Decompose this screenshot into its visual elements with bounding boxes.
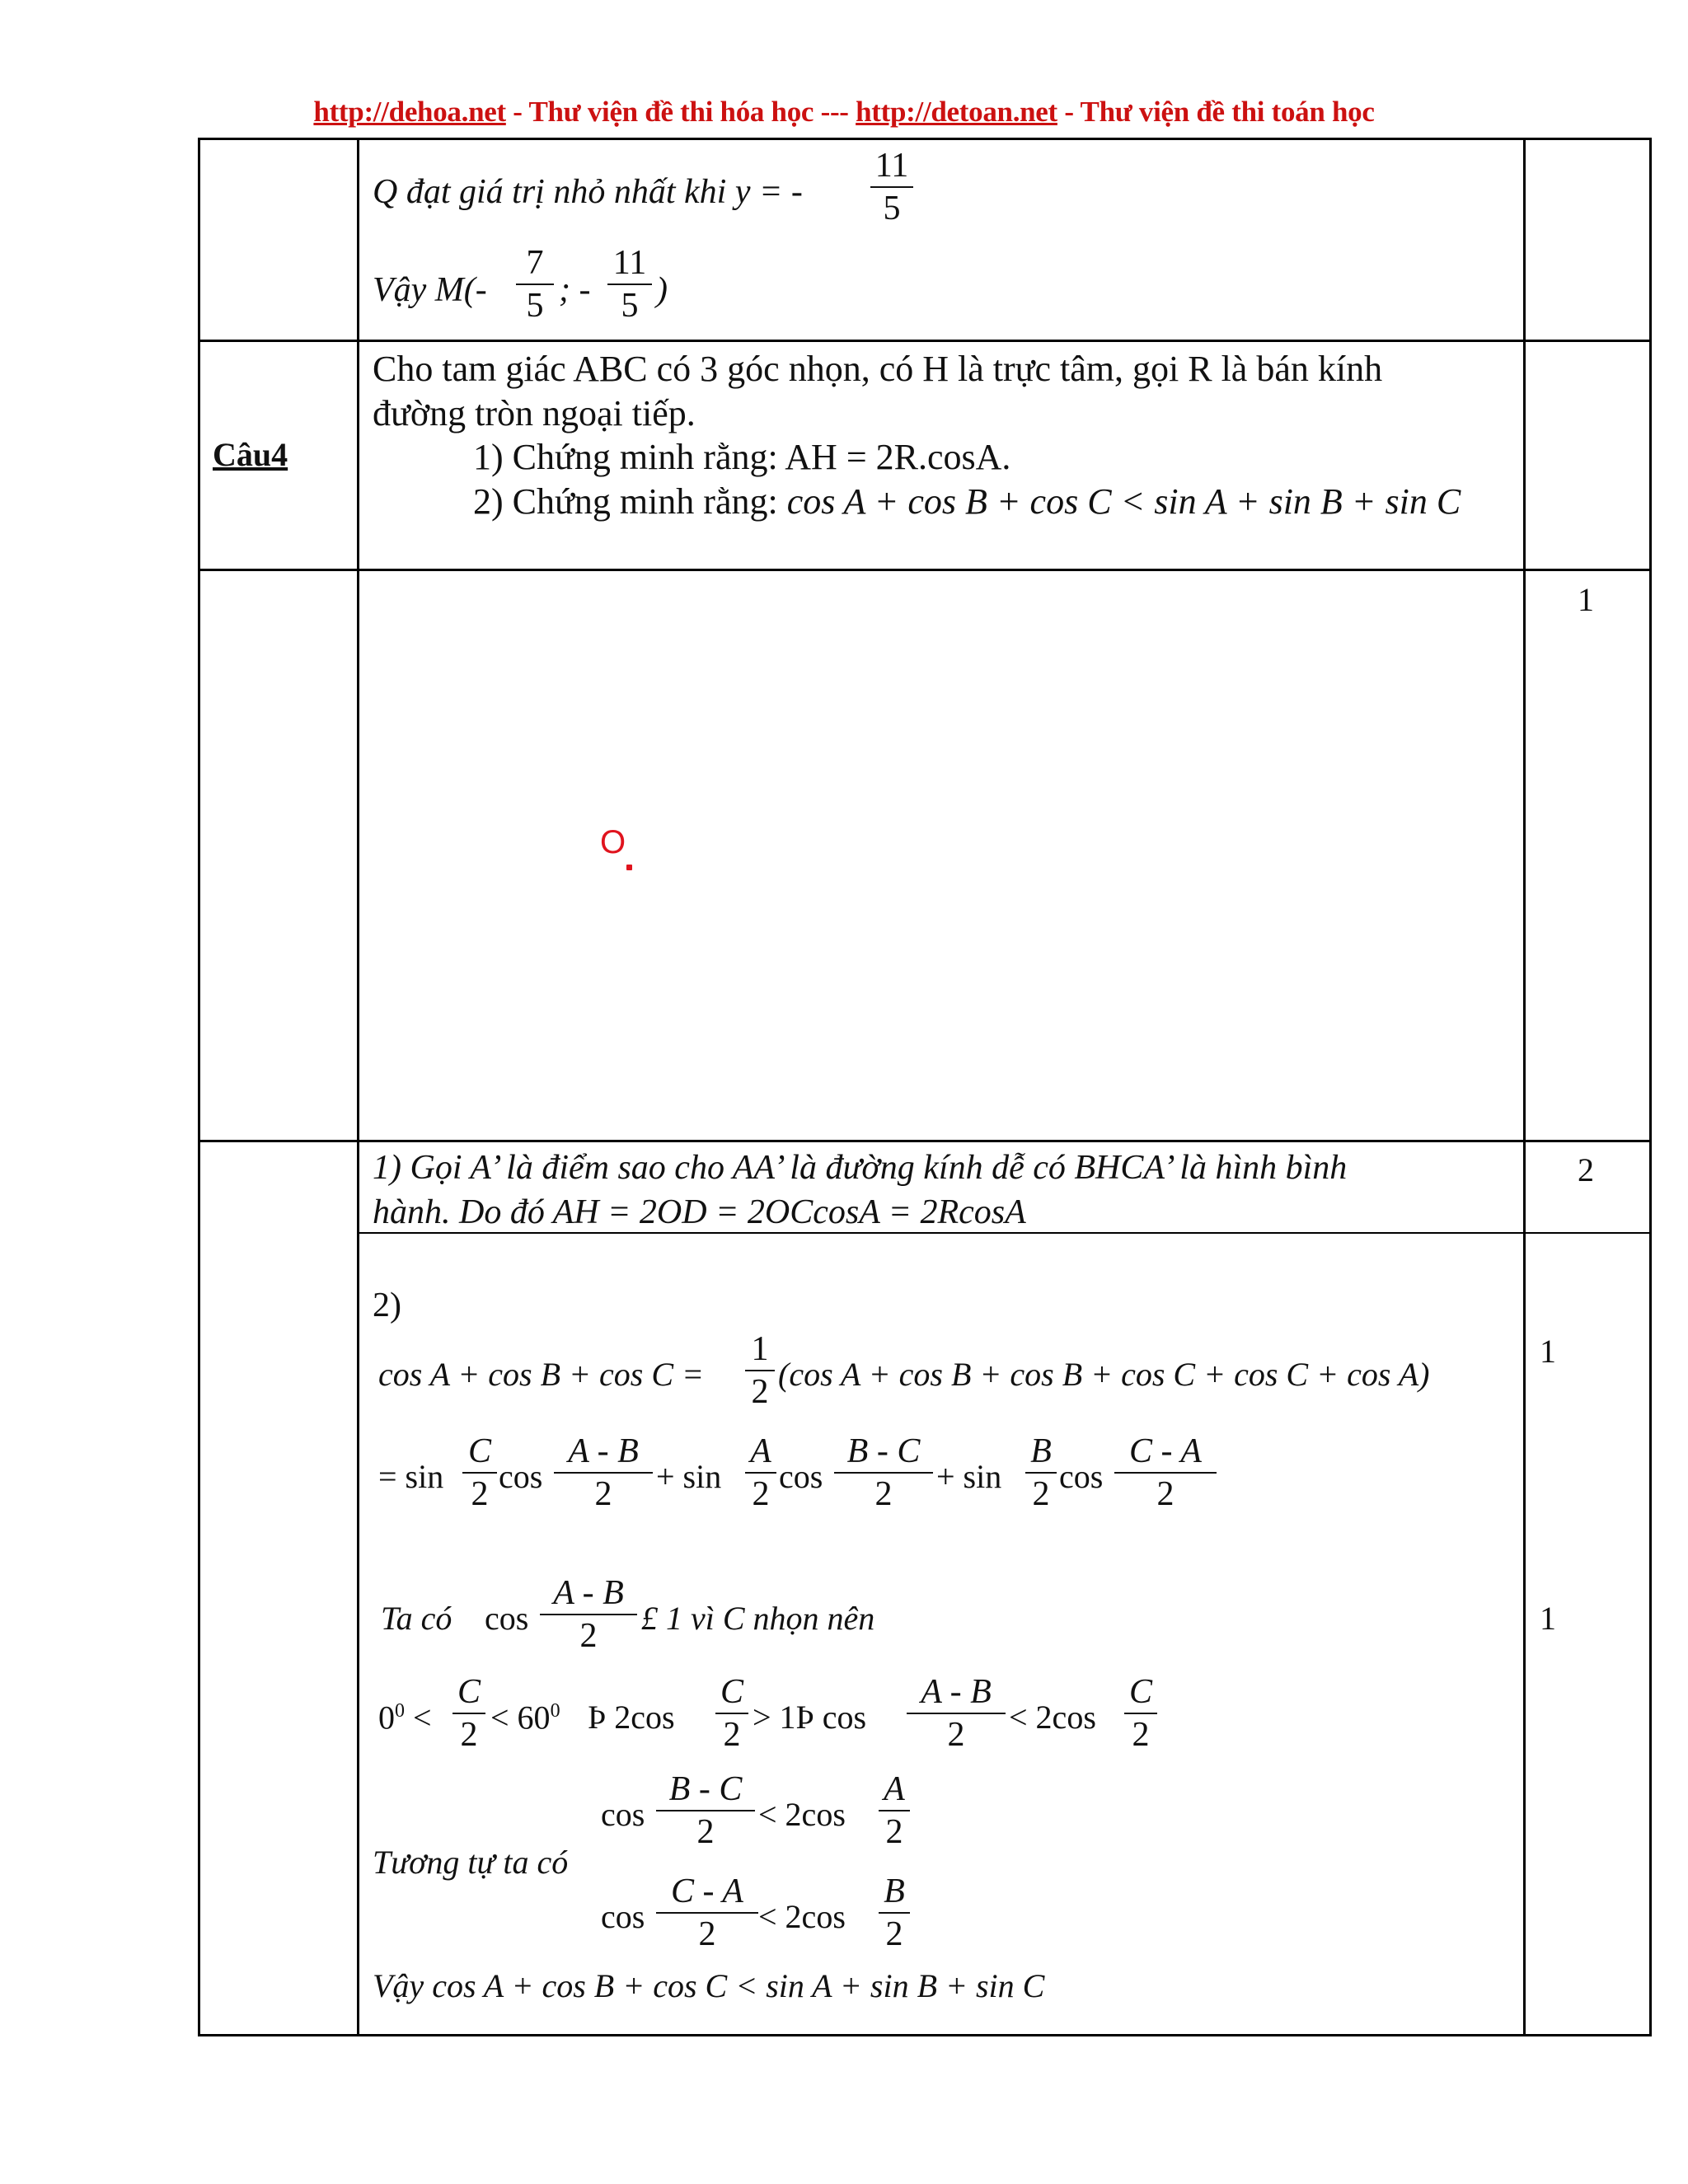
eq2-cos-2: cos	[779, 1458, 823, 1495]
row-divider-2	[198, 569, 1652, 571]
fraction-c-minus-a	[1114, 1434, 1217, 1511]
part1-line-2: hành. Do đó AH = 2OD = 2OCcosA = 2RcosA	[373, 1193, 1026, 1231]
column-divider-2	[1523, 138, 1526, 2036]
eq2-plus-sin-b: + sin	[936, 1458, 1002, 1495]
question-item-2-formula: cos A + cos B + cos C < sin A + sin B + sin C	[786, 481, 1461, 522]
tuongtu-label: Tương tự ta có	[373, 1844, 569, 1881]
fraction-numerator: C - A	[1129, 1432, 1202, 1470]
fraction-denominator: 2	[698, 1915, 716, 1953]
fraction-c-2	[462, 1434, 497, 1511]
row-divider-3	[198, 1140, 1652, 1142]
dehoa-link[interactable]: http://dehoa.net	[313, 96, 506, 128]
fraction-numerator: B	[884, 1872, 905, 1910]
ineq-gt-one: > 1Þ cos	[753, 1699, 867, 1736]
fraction-numerator: B	[1030, 1432, 1052, 1470]
ineq-sixty	[490, 1701, 560, 1734]
fraction-numerator: C	[1128, 1673, 1152, 1711]
ineq-sixty-degree: 0	[550, 1700, 560, 1722]
similar-1-cos: cos	[601, 1796, 645, 1833]
fraction-numerator: A - B	[921, 1673, 992, 1711]
fraction-numerator: A - B	[568, 1432, 639, 1470]
fraction-b-2	[879, 1874, 910, 1952]
question-label: Câu4	[213, 436, 288, 473]
fraction-denominator: 2	[947, 1716, 965, 1754]
fraction-denominator: 2	[594, 1475, 612, 1513]
fraction-denominator: 2	[696, 1813, 715, 1851]
similar-1-lt-2cos: < 2cos	[758, 1796, 846, 1833]
fraction-numerator: C	[457, 1673, 481, 1711]
similar-2-lt-2cos: < 2cos	[758, 1898, 846, 1935]
part2-eq1-left: cos A + cos B + cos C =	[378, 1356, 705, 1393]
detoan-link[interactable]: http://detoan.net	[856, 96, 1057, 128]
ineq-zero	[378, 1701, 432, 1734]
fraction-b-minus-c	[656, 1772, 755, 1849]
header-text-2: - Thư viện đề thi toán học	[1057, 96, 1375, 128]
column-divider-1	[357, 138, 359, 2036]
fraction-one-half	[745, 1332, 775, 1409]
fraction-numerator: B - C	[668, 1770, 743, 1808]
question-item-2-prefix: 2) Chứng minh rằng:	[473, 481, 778, 522]
taco-prefix: Ta có	[381, 1600, 452, 1637]
fraction-c-2	[1124, 1675, 1157, 1752]
fraction-a-2	[879, 1772, 910, 1849]
fraction-denominator: 2	[751, 1373, 769, 1411]
row-divider-4	[357, 1232, 1652, 1234]
fraction-c-2	[715, 1675, 748, 1752]
table-border-top	[198, 138, 1652, 140]
part1-line-1: 1) Gọi A’ là điểm sao cho AA’ là đường kính dễ có BHCA’ là hình bình	[373, 1149, 1348, 1187]
fraction-numerator: A - B	[553, 1574, 624, 1612]
ineq-lt-2cos: < 2cos	[1009, 1699, 1096, 1736]
q3-point-separator: ; -	[559, 271, 591, 309]
eq2-sin-c: = sin	[378, 1458, 444, 1495]
question-text-line-2: đường tròn ngoại tiếp.	[373, 393, 696, 434]
fraction-numerator: 1	[751, 1330, 769, 1368]
fraction-denominator: 2	[579, 1617, 598, 1655]
fraction-c-2	[452, 1675, 485, 1752]
conclusion-prefix: Vậy	[373, 1967, 424, 2004]
question-item-1: 1) Chứng minh rằng: AH = 2R.cosA.	[473, 437, 1011, 477]
ineq-zero-degree: 0	[395, 1700, 405, 1722]
fraction-numerator: 11	[612, 244, 647, 282]
fraction-numerator: A	[884, 1770, 905, 1808]
fraction-numerator: A	[750, 1432, 771, 1470]
fraction-denominator: 2	[885, 1915, 903, 1953]
conclusion-formula: cos A + cos B + cos C < sin A + sin B + sin C	[432, 1967, 1045, 2004]
fraction-denominator: 5	[526, 287, 544, 325]
fraction-a-2	[745, 1434, 776, 1511]
fraction-b-minus-c	[834, 1434, 933, 1511]
fraction-c-minus-a	[656, 1874, 758, 1952]
score-part1: 2	[1578, 1151, 1594, 1188]
ineq-zero-value: 0	[378, 1699, 395, 1736]
fraction-denominator: 5	[883, 190, 901, 227]
fraction-denominator: 2	[1156, 1475, 1175, 1513]
fraction-denominator: 5	[621, 287, 639, 325]
question-text-line-1: Cho tam giác ABC có 3 góc nhọn, có H là trực tâm, gọi R là bán kính	[373, 349, 1383, 389]
fraction-11-5	[607, 246, 652, 323]
fraction-denominator: 2	[874, 1475, 893, 1513]
similar-2-cos: cos	[601, 1898, 645, 1935]
fraction-denominator: 2	[460, 1716, 478, 1754]
fraction-a-minus-b	[540, 1576, 637, 1653]
taco-cos: cos	[485, 1600, 529, 1637]
q3-point-prefix: Vậy M(-	[373, 271, 487, 309]
score-figure: 1	[1578, 581, 1594, 618]
eq2-cos-1: cos	[499, 1458, 543, 1495]
fraction-numerator: 11	[874, 147, 909, 185]
table-border-bottom	[198, 2034, 1652, 2036]
header-text-1: - Thư viện đề thi hóa học ---	[505, 96, 856, 128]
part2-label: 2)	[373, 1286, 401, 1324]
part2-eq1-right: (cos A + cos B + cos B + cos C + cos C + cos A)	[778, 1356, 1430, 1393]
eq2-cos-3: cos	[1059, 1458, 1104, 1495]
score-part2-first: 1	[1540, 1333, 1556, 1370]
table-border-right	[1649, 138, 1652, 2036]
table-border-left	[198, 138, 200, 2036]
fraction-b-2	[1025, 1434, 1057, 1511]
fraction-numerator: C	[467, 1432, 491, 1470]
row-divider-1	[198, 340, 1652, 342]
eq2-plus-sin-a: + sin	[656, 1458, 722, 1495]
ineq-lt: <	[413, 1699, 432, 1736]
score-part2-second: 1	[1540, 1600, 1556, 1637]
fraction-denominator: 2	[723, 1716, 741, 1754]
fraction-11-5	[870, 148, 913, 226]
circumcenter-label: O	[600, 824, 626, 860]
fraction-a-minus-b	[554, 1434, 653, 1511]
conclusion	[373, 1967, 1045, 2004]
ineq-implies-2cos: Þ 2cos	[588, 1699, 675, 1736]
fraction-denominator: 2	[885, 1813, 903, 1851]
fraction-denominator: 2	[752, 1475, 770, 1513]
question-item-2	[473, 481, 1461, 522]
fraction-a-minus-b	[907, 1675, 1006, 1752]
fraction-numerator: B - C	[846, 1432, 921, 1470]
fraction-denominator: 2	[471, 1475, 489, 1513]
fraction-numerator: C - A	[671, 1872, 743, 1910]
fraction-numerator: 7	[526, 244, 544, 282]
fraction-7-5	[516, 246, 554, 323]
circumcenter-point	[626, 865, 632, 870]
fraction-denominator: 2	[1132, 1716, 1150, 1754]
fraction-denominator: 2	[1032, 1475, 1050, 1513]
ineq-sixty-value: < 60	[490, 1699, 551, 1736]
fraction-numerator: C	[720, 1673, 743, 1711]
taco-suffix: £ 1 vì C nhọn nên	[641, 1600, 875, 1637]
q3-point-close: )	[656, 271, 668, 309]
q3-min-line: Q đạt giá trị nhỏ nhất khi y = -	[373, 173, 803, 211]
